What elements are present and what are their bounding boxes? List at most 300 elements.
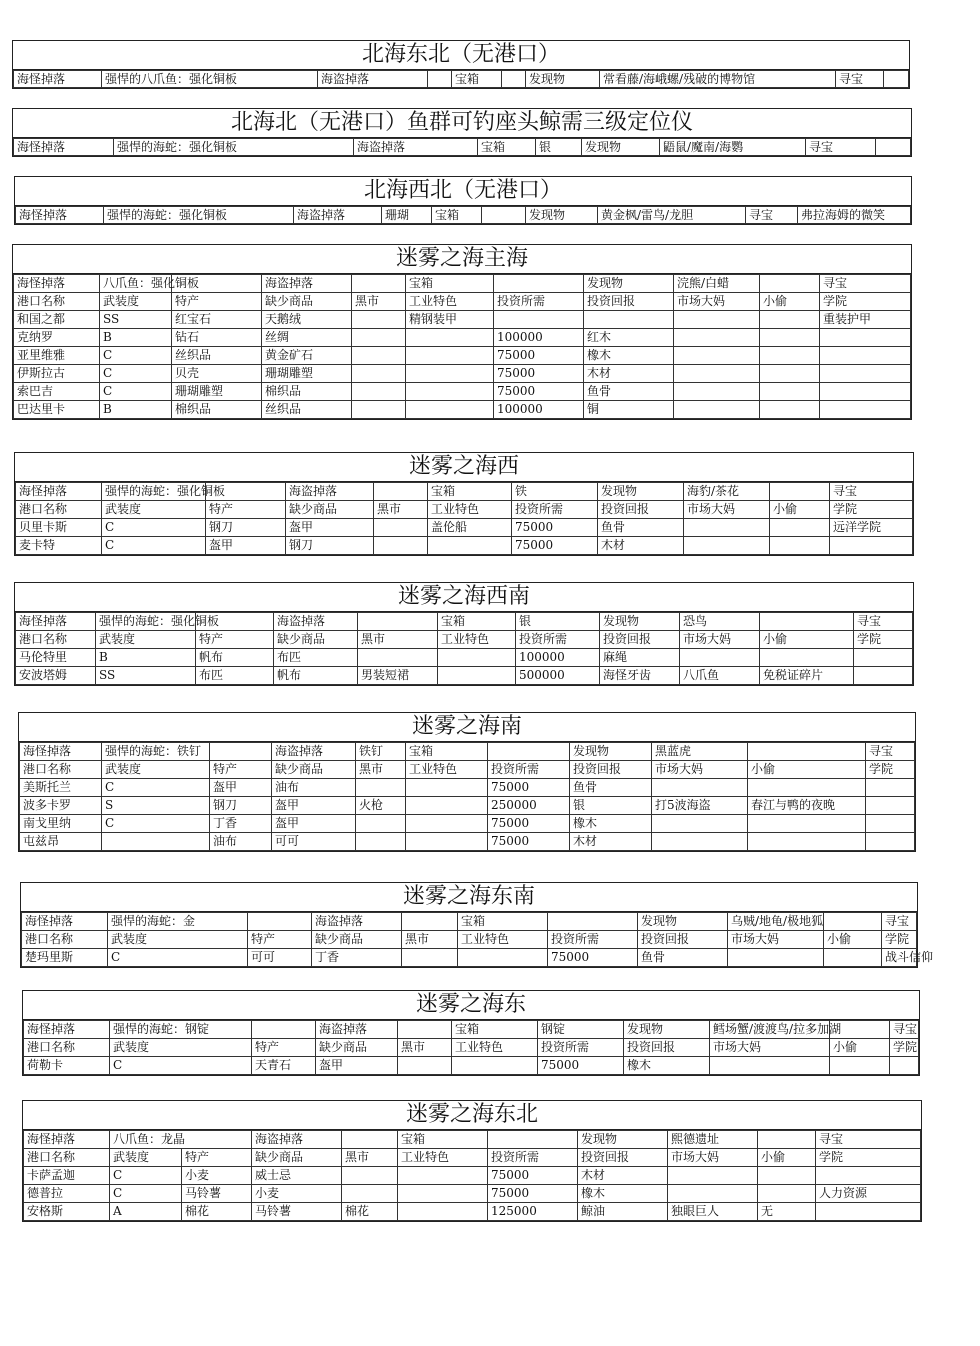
table-cell: B [96,649,196,667]
table-cell [890,1057,919,1075]
table-cell: 特产 [252,1039,316,1057]
table-cell [674,329,760,347]
table-cell [398,1021,452,1039]
table-cell: 港口名称 [22,931,108,949]
table-cell: 马铃薯 [182,1185,252,1203]
section-title: 迷雾之海西 [15,453,913,482]
table-cell: 海豹/茶花 [684,483,770,501]
port-table [15,612,913,685]
table-row [24,1057,919,1075]
section-north-sea-northeast [12,40,910,89]
section-misty-sea-northeast [22,1100,922,1222]
table-cell: 75000 [512,519,598,537]
table-cell [406,779,488,797]
table-cell [866,815,915,833]
table-cell: SS [100,311,172,329]
table-cell: 帆布 [196,649,274,667]
table-cell: 屯兹昂 [20,833,102,851]
port-table [23,1020,919,1075]
table-cell: 市场大妈 [710,1039,830,1057]
table-cell [684,519,770,537]
section-misty-sea-southeast [20,882,934,968]
table-cell: 海盗掉落 [316,1021,398,1039]
table-row [14,139,911,156]
table-cell: 鲸油 [578,1203,668,1221]
table-cell: 港口名称 [24,1149,110,1167]
table-cell [652,815,748,833]
table-cell: 丁香 [312,949,402,967]
table-cell [402,913,458,931]
table-cell: 武装度 [110,1039,252,1057]
table-cell [674,401,760,419]
table-row [20,761,915,779]
table-cell: 海盗掉落 [354,139,478,156]
table-cell: 黑市 [374,501,428,519]
table-cell: 市场大妈 [674,293,760,311]
table-cell: 250000 [488,797,570,815]
table-cell: 海怪掉落 [16,483,102,501]
table-cell [428,537,512,555]
table-cell: 强悍的海蛇：强化铜板 [96,613,196,631]
table-cell: 发现物 [526,207,598,224]
section-misty-sea-west [14,452,914,556]
table-cell [820,329,911,347]
table-cell [352,365,406,383]
section-title: 迷雾之海主海 [13,245,911,274]
table-cell: 75000 [488,1185,578,1203]
table-row [16,207,911,224]
table-cell: 珊瑚雕塑 [172,383,262,401]
section-north-sea-north [12,108,912,157]
table-cell: 海怪掉落 [16,207,104,224]
table-cell [674,383,760,401]
table-cell: 宝箱 [398,1131,488,1149]
info-table [13,70,909,88]
table-cell [398,1185,488,1203]
section-misty-sea-south [18,712,916,852]
table-row [24,1149,921,1167]
table-cell: 缺少商品 [316,1039,398,1057]
table-row [22,913,917,931]
table-cell [494,275,584,293]
table-cell: 小偷 [760,293,820,311]
table-cell: 马伦特里 [16,649,96,667]
table-cell: 木材 [584,365,674,383]
table-cell [342,1167,398,1185]
table-cell: 盖伦船 [428,519,512,537]
table-cell [830,537,913,555]
table-cell: 橡木 [624,1057,710,1075]
table-cell [866,779,915,797]
table-cell: 缺少商品 [252,1149,342,1167]
table-cell [406,329,494,347]
table-cell: 海怪牙齿 [600,667,680,685]
table-cell [438,649,516,667]
table-cell: 和国之都 [14,311,100,329]
table-cell [342,1185,398,1203]
table-row [24,1131,921,1149]
table-cell: 寻宝 [820,275,911,293]
table-cell: 市场大妈 [652,761,748,779]
table-cell: 发现物 [578,1131,668,1149]
table-cell: 缺少商品 [312,931,402,949]
table-cell: 黑市 [352,293,406,311]
table-cell: C [102,537,206,555]
table-cell: 100000 [494,401,584,419]
table-cell: 海盗掉落 [272,743,356,761]
section-title: 迷雾之海南 [19,713,915,742]
table-cell [820,365,911,383]
table-cell [830,1057,890,1075]
table-cell: 银 [536,139,582,156]
table-cell: 强悍的海蛇：金 [108,913,248,931]
table-cell: 布匹 [196,667,274,685]
table-cell: 荷勒卡 [24,1057,110,1075]
table-cell: 宝箱 [452,71,502,88]
table-row [14,275,911,293]
table-row [24,1167,921,1185]
table-cell [452,1057,538,1075]
table-cell: 工业特色 [406,761,488,779]
table-cell: 小偷 [830,1039,890,1057]
table-cell: 德普拉 [24,1185,110,1203]
table-cell: 宝箱 [452,1021,538,1039]
table-cell: 工业特色 [406,293,494,311]
table-cell: 投资回报 [624,1039,710,1057]
table-cell: 75000 [548,949,638,967]
table-cell: 人力资源 [816,1185,921,1203]
table-cell: 橡木 [578,1185,668,1203]
table-cell [352,311,406,329]
table-cell: 常看藤/海峨螺/残破的博物馆 [600,71,836,88]
table-cell: 75000 [494,383,584,401]
table-cell: 鱼骨 [584,383,674,401]
table-cell: 麦卡特 [16,537,102,555]
table-row [16,519,913,537]
table-cell [770,483,830,501]
section-title: 迷雾之海东北 [23,1101,921,1130]
table-cell: 木材 [578,1167,668,1185]
section-title: 迷雾之海东 [23,991,919,1020]
table-cell [760,649,854,667]
table-cell [866,833,915,851]
table-cell: 宝箱 [458,913,548,931]
table-cell [748,815,866,833]
table-cell: 学院 [882,931,917,949]
table-cell: 海怪掉落 [16,613,96,631]
table-cell [674,347,760,365]
table-cell: C [102,815,210,833]
table-cell [374,519,428,537]
table-cell: 投资回报 [638,931,728,949]
table-cell: 市场大妈 [728,931,824,949]
table-cell: 宝箱 [438,613,516,631]
table-cell: 学院 [866,761,915,779]
table-cell: 麻绳 [600,649,680,667]
table-cell: 安波塔姆 [16,667,96,685]
table-cell: 伊斯拉古 [14,365,100,383]
table-cell: 贝壳 [172,365,262,383]
table-cell [356,833,406,851]
table-cell: 海怪掉落 [14,139,114,156]
table-cell: 威士忌 [252,1167,342,1185]
table-cell: 学院 [820,293,911,311]
table-cell: 贝里卡斯 [16,519,102,537]
table-cell [854,649,913,667]
table-cell [728,949,824,967]
table-cell [352,347,406,365]
table-cell: 八爪鱼：强化铜板 [100,275,172,293]
table-row [16,501,913,519]
table-cell: 重装护甲 [820,311,911,329]
table-cell: 寻宝 [854,613,913,631]
table-cell: 棉织品 [262,383,352,401]
table-cell: 无 [758,1203,816,1221]
table-cell: 小麦 [182,1167,252,1185]
table-row [20,833,915,851]
port-table [21,912,934,967]
table-cell [866,797,915,815]
table-cell: 特产 [196,631,274,649]
table-cell [820,383,911,401]
table-cell [760,383,820,401]
table-cell: 海盗掉落 [274,613,358,631]
table-cell [652,833,748,851]
table-cell: 黑市 [342,1149,398,1167]
table-cell: 学院 [816,1149,921,1167]
table-row [14,347,911,365]
table-row [24,1203,921,1221]
table-cell: 武装度 [96,631,196,649]
port-table [13,274,911,419]
section-title: 北海北（无港口）鱼群可钓座头鲸需三级定位仪 [13,109,911,138]
table-row [14,365,911,383]
table-cell [358,613,438,631]
section-misty-sea-southwest [14,582,914,686]
table-cell [488,1131,578,1149]
table-cell: 港口名称 [16,631,96,649]
table-cell: 黑市 [358,631,438,649]
table-cell: 寻宝 [866,743,915,761]
table-cell: 海怪掉落 [22,913,108,931]
table-cell: 学院 [854,631,913,649]
table-cell: 南戈里纳 [20,815,102,833]
table-cell: 75000 [494,347,584,365]
table-row [20,797,915,815]
table-cell: 弗拉海姆的微笑 [798,207,911,224]
table-cell: 宝箱 [478,139,536,156]
table-cell: 布匹 [274,649,358,667]
table-cell [438,667,516,685]
table-cell: 珊瑚雕塑 [262,365,352,383]
table-cell: 八爪鱼：龙晶 [110,1131,252,1149]
table-cell: 500000 [516,667,600,685]
table-cell: 宝箱 [406,275,494,293]
table-cell [824,913,882,931]
table-cell: 小偷 [758,1149,816,1167]
table-cell: 钢刀 [206,519,286,537]
port-table [23,1130,921,1221]
table-cell [854,667,913,685]
table-cell: 丝织品 [262,401,352,419]
table-cell: 海怪掉落 [24,1021,110,1039]
table-cell: 马铃薯 [252,1203,342,1221]
table-cell: 海盗掉落 [312,913,402,931]
table-cell: 特产 [210,761,272,779]
table-cell: 小偷 [824,931,882,949]
table-cell: 投资所需 [488,761,570,779]
table-cell: 缺少商品 [286,501,374,519]
table-cell: 黑市 [402,931,458,949]
table-cell: 特产 [172,293,262,311]
table-cell: B [100,329,172,347]
table-cell: 宝箱 [432,207,482,224]
table-row [14,329,911,347]
table-cell: 鱼骨 [598,519,684,537]
table-cell: 钢刀 [286,537,374,555]
table-cell: 天鹅绒 [262,311,352,329]
table-cell: 巴达里卡 [14,401,100,419]
table-cell: 油布 [272,779,356,797]
table-cell [770,537,830,555]
table-cell [428,71,452,88]
table-cell: 棉织品 [172,401,262,419]
table-cell: 盔甲 [206,537,286,555]
table-cell [502,71,526,88]
table-row [14,293,911,311]
table-cell: 盔甲 [286,519,374,537]
table-cell [488,743,570,761]
table-cell: 投资回报 [578,1149,668,1167]
table-cell: 缺少商品 [274,631,358,649]
info-table [15,206,911,224]
table-cell: S [102,797,210,815]
table-cell: 油布 [210,833,272,851]
table-cell [760,613,854,631]
table-cell: 发现物 [526,71,600,88]
info-table [13,138,911,156]
table-cell: 工业特色 [458,931,548,949]
table-cell [748,833,866,851]
table-cell: 海盗掉落 [294,207,382,224]
table-cell: 海盗掉落 [318,71,428,88]
table-cell [402,949,458,967]
table-cell: 棉花 [182,1203,252,1221]
table-cell [684,537,770,555]
table-cell: 独眼巨人 [668,1203,758,1221]
table-cell: 海怪掉落 [20,743,102,761]
table-cell: 精钢装甲 [406,311,494,329]
table-cell: C [110,1057,252,1075]
table-cell: 银 [570,797,652,815]
table-cell [760,401,820,419]
table-cell: 盔甲 [272,815,356,833]
table-cell: A [110,1203,182,1221]
table-cell: 缺少商品 [262,293,352,311]
table-cell: 75000 [512,537,598,555]
table-cell: 鱼骨 [570,779,652,797]
table-cell [356,779,406,797]
table-cell: 75000 [488,1167,578,1185]
table-row [24,1021,919,1039]
table-row [16,631,913,649]
table-cell [758,1185,816,1203]
table-cell [406,347,494,365]
table-cell: 投资所需 [488,1149,578,1167]
port-table [19,742,915,851]
table-row [14,401,911,419]
table-cell [674,311,760,329]
table-cell: 海盗掉落 [286,483,374,501]
table-cell: 丝织品 [172,347,262,365]
table-cell [760,311,820,329]
table-cell: 海盗掉落 [252,1131,342,1149]
table-cell: 市场大妈 [684,501,770,519]
table-cell: 发现物 [638,913,728,931]
table-cell: 楚玛里斯 [22,949,108,967]
table-cell: 索巴吉 [14,383,100,401]
table-cell: 浣熊/白蜡 [674,275,760,293]
table-cell: 春江与鸭的夜晚 [748,797,866,815]
table-cell [494,311,584,329]
table-cell [770,519,830,537]
table-cell [406,401,494,419]
table-cell [406,797,488,815]
table-cell [342,1131,398,1149]
table-cell [356,815,406,833]
section-title: 迷雾之海西南 [15,583,913,612]
table-cell: C [108,949,248,967]
table-cell: 男装短裙 [358,667,438,685]
section-title: 北海东北（无港口） [13,41,909,70]
table-cell [760,365,820,383]
table-cell: 发现物 [600,613,680,631]
table-cell [352,329,406,347]
table-row [20,815,915,833]
table-cell: 海怪掉落 [14,275,100,293]
table-cell: 学院 [830,501,913,519]
table-cell: 强悍的海蛇：铁钉 [102,743,210,761]
table-cell: 强悍的海蛇：钢锭 [110,1021,252,1039]
table-cell: C [100,383,172,401]
table-row [20,743,915,761]
table-cell: 橡木 [584,347,674,365]
table-cell [748,743,866,761]
table-cell: 工业特色 [438,631,516,649]
table-cell [668,1167,758,1185]
table-cell: 发现物 [584,275,674,293]
table-cell: 工业特色 [428,501,512,519]
table-cell: 火枪 [356,797,406,815]
table-cell [816,1203,921,1221]
table-cell [398,1057,452,1075]
table-cell [458,949,548,967]
table-cell: 银 [516,613,600,631]
table-cell [406,815,488,833]
table-cell: 小偷 [760,631,854,649]
table-cell: 投资回报 [598,501,684,519]
table-cell: 特产 [248,931,312,949]
table-cell: 100000 [494,329,584,347]
table-cell [406,365,494,383]
table-cell: 寻宝 [882,913,917,931]
table-cell: 75000 [488,815,570,833]
table-cell: C [110,1185,182,1203]
table-cell: 港口名称 [20,761,102,779]
table-cell [406,383,494,401]
table-row [22,949,917,967]
table-row [16,483,913,501]
